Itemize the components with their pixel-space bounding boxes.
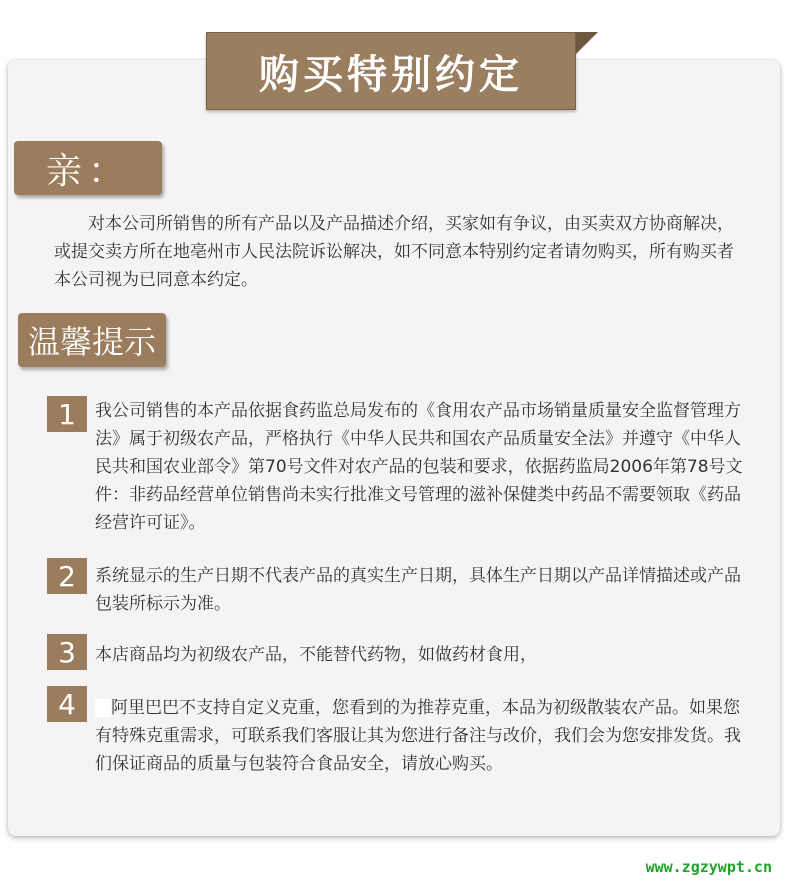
tip-item-2: 系统显示的生产日期不代表产品的真实生产日期，具体生产日期以产品详情描述或产品包装所标示为准。 — [95, 566, 741, 614]
tip-item-4-text: 阿里巴巴不支持自定义克重，您看到的为推荐克重，本品为初级散装农产品。如果您有特殊克重需求，可联系我们客服让其为您进行备注与改价，我们会为您安排发货。我们保证商品的质量与包装符合食品安全，请放心购买。 — [95, 698, 741, 774]
item-number-4: 4 — [47, 686, 87, 722]
tip-item-1: 我公司销售的本产品依据食药监总局发布的《食用农产品市场销量质量安全监督管理方法》属于初级农产品，严格执行《中华人民共和国农产品质量安全法》并遵守《中华人民共和国农业部令》第70号文件对农产品的包装和要求，依据药监局2006年第78号文件：非药品经营单位销售尚未实行批准文号管理的滋补保健类中药品不需要领取《药品经营许可证》。 — [95, 401, 743, 533]
section-label-dear-text: 亲： — [45, 150, 130, 192]
section-label-dear — [14, 141, 162, 195]
intro-paragraph: 对本公司所销售的所有产品以及产品描述介绍，买家如有争议，由买卖双方协商解决，或提交卖方所在地亳州市人民法院诉讼解决，如不同意本特别约定者请勿购买，所有购买者本公司视为已同意本约定。 — [54, 214, 734, 290]
item-number-3: 3 — [47, 634, 87, 670]
section-label-tips — [18, 313, 166, 367]
site-watermark: www.zgzywpt.cn — [645, 858, 772, 876]
tip-item-3: 本店商品均为初级农产品，不能替代药物，如做药材食用， — [95, 645, 537, 665]
page-title-banner — [206, 32, 576, 110]
banner-fold-decoration — [576, 32, 598, 54]
item-number-2: 2 — [47, 558, 87, 594]
section-label-tips-text: 温馨提示 — [27, 323, 156, 361]
page-title: 购买特别约定 — [259, 51, 523, 98]
item-number-1: 1 — [47, 396, 87, 432]
tip-item-4 — [95, 694, 745, 778]
blank-patch — [95, 699, 111, 717]
